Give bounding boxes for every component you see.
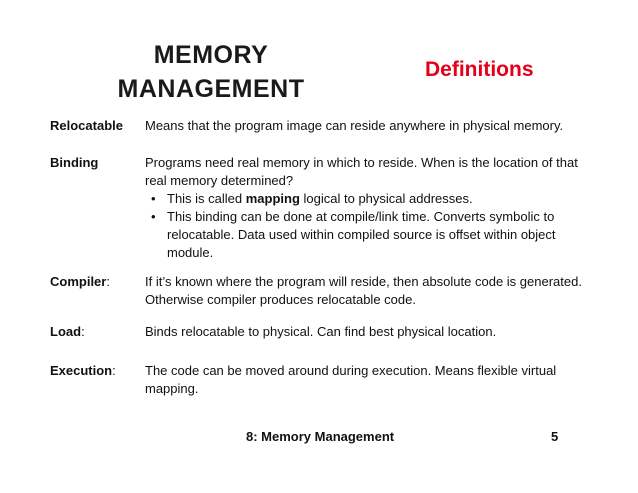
footer-title: 8: Memory Management — [246, 429, 395, 444]
definition-load: Binds relocatable to physical. Can find best physical location. — [145, 324, 497, 339]
term-label: Relocatable — [50, 118, 123, 133]
definition-compiler: If it’s known where the program will reside, then absolute code is generated. Otherwise compiler produces relocatable code. — [145, 274, 582, 307]
term-label: Load — [50, 324, 82, 339]
definition-execution: The code can be moved around during execution. Means flexible virtual mapping. — [145, 363, 557, 396]
title-line-1: MEMORY — [153, 41, 269, 69]
definition-binding-text: Programs need real memory in which to reside. When is the location of that real memory determined? — [145, 155, 578, 188]
term-relocatable — [50, 117, 123, 135]
bullet-item: • This is called mapping logical to physical addresses. — [151, 191, 473, 206]
term-load: Load: — [50, 324, 85, 339]
term-label: Compiler — [50, 274, 107, 289]
binding-bullet-list — [145, 190, 595, 262]
term-execution: Execution: — [50, 363, 116, 378]
term-label: Binding — [50, 155, 99, 170]
term-compiler: Compiler: — [50, 274, 110, 289]
definition-binding — [145, 154, 595, 262]
term-label: Execution — [50, 363, 113, 378]
slide-subtitle: Definitions — [425, 58, 534, 81]
page-number: 5 — [551, 429, 559, 444]
bullet-item: • This binding can be done at compile/link time. Converts symbolic to relocatable. Data used within compiled source is offset within object module. — [151, 209, 556, 260]
bold-term-mapping: mapping — [245, 191, 300, 206]
definition-relocatable: Means that the program image can reside anywhere in physical memory. — [145, 118, 564, 133]
bullet-dot: • — [151, 191, 156, 206]
title-line-2: MANAGEMENT — [117, 75, 305, 103]
term-binding — [50, 154, 98, 172]
bullet-dot: • — [151, 209, 156, 224]
slide-title — [96, 38, 326, 106]
